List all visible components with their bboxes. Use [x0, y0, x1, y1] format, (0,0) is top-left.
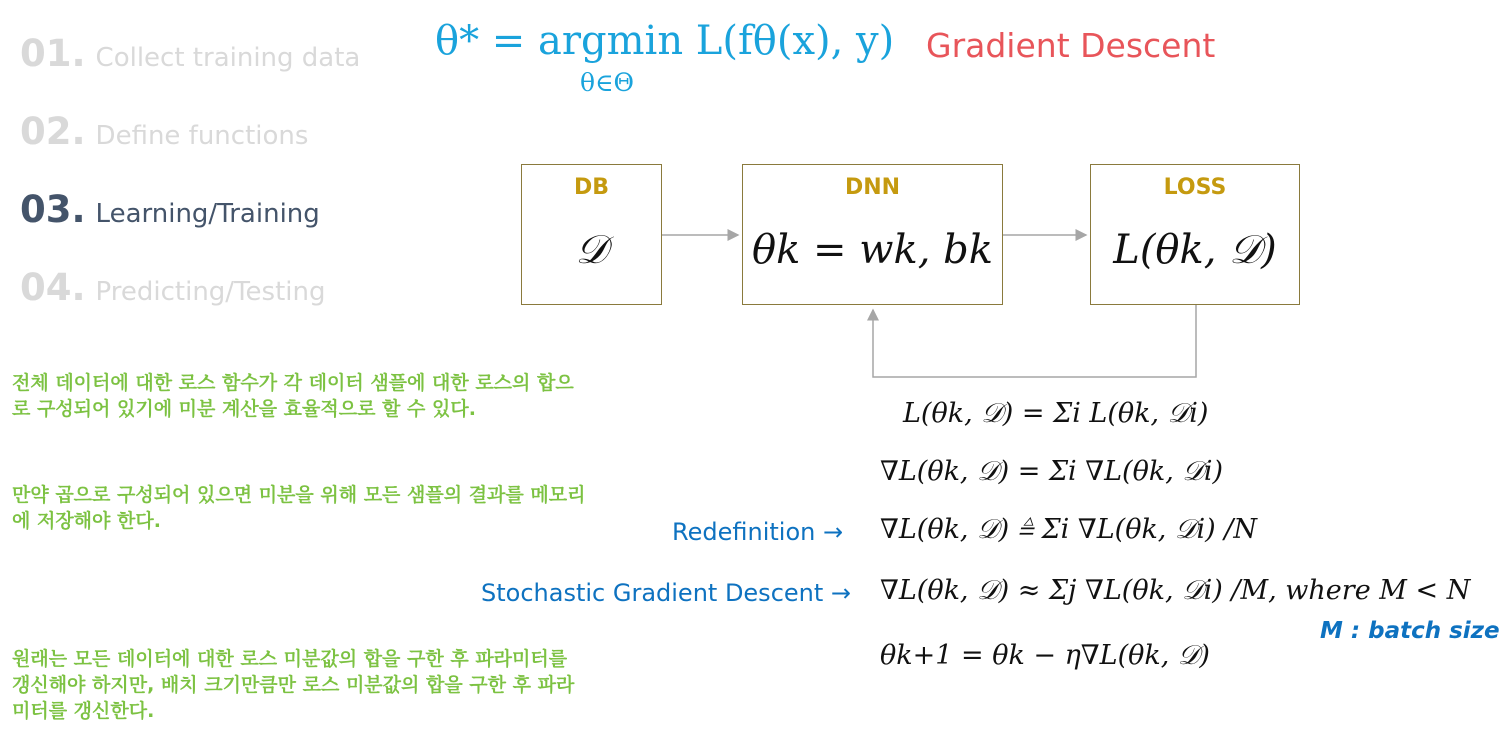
step-number: 03.	[20, 188, 86, 231]
argmin-subscript: θ∈Θ	[580, 68, 635, 97]
step-label: Define functions	[95, 121, 309, 151]
equation-gradient-sum: ∇L(θk, 𝒟) = Σi ∇L(θk, 𝒟i)	[880, 456, 1224, 487]
db-box	[521, 164, 662, 305]
dnn-box	[742, 164, 1003, 305]
equation-redefinition: ∇L(θk, 𝒟) ≜ Σi ∇L(θk, 𝒟i) /N	[880, 514, 1257, 545]
equation-loss-sum: L(θk, 𝒟) = Σi L(θk, 𝒟i)	[903, 398, 1209, 429]
redefinition-label: Redefinition →	[672, 518, 844, 546]
note-product: 만약 곱으로 구성되어 있으면 미분을 위해 모든 샘플의 결과를 메모리에 저장해야 한다.	[12, 484, 586, 532]
db-expression: 𝒟	[575, 227, 608, 273]
dnn-expression: θk = wk, bk	[751, 227, 993, 273]
note-batch: 원래는 모든 데이터에 대한 로스 미분값의 합을 구한 후 파라미터를 갱신해야 하지만, 배치 크기만큼만 로스 미분값의 합을 구한 후 파라미터를 갱신한다.	[12, 648, 575, 722]
loss-title: LOSS	[1163, 175, 1227, 200]
gradient-descent-title: Gradient Descent	[926, 26, 1216, 65]
step-number: 02.	[20, 110, 86, 153]
loss-box	[1090, 164, 1300, 305]
batch-size-note: M : batch size	[1320, 618, 1500, 644]
step-number: 01.	[20, 32, 86, 75]
step-label: Learning/Training	[95, 199, 320, 229]
argmin-expression: θ* = argmin L(fθ(x), y)	[435, 18, 895, 64]
step-number: 04.	[20, 266, 86, 309]
db-title: DB	[573, 175, 610, 200]
note-loss-sum: 전체 데이터에 대한 로스 함수가 각 데이터 샘플에 대한 로스의 합으로 구성되어 있기에 미분 계산을 효율적으로 할 수 있다.	[12, 372, 574, 420]
step-label: Predicting/Testing	[95, 277, 326, 307]
equation-sgd: ∇L(θk, 𝒟) ≈ Σj ∇L(θk, 𝒟i) /M, where M < N	[880, 575, 1471, 606]
equation-update-rule: θk+1 = θk − η∇L(θk, 𝒟)	[880, 640, 1210, 671]
loss-expression: L(θk, 𝒟)	[1113, 227, 1277, 273]
arrow-loss-feedback	[873, 305, 1196, 377]
dnn-title: DNN	[844, 175, 901, 200]
step-label: Collect training data	[95, 43, 361, 73]
sgd-label: Stochastic Gradient Descent →	[481, 579, 852, 607]
